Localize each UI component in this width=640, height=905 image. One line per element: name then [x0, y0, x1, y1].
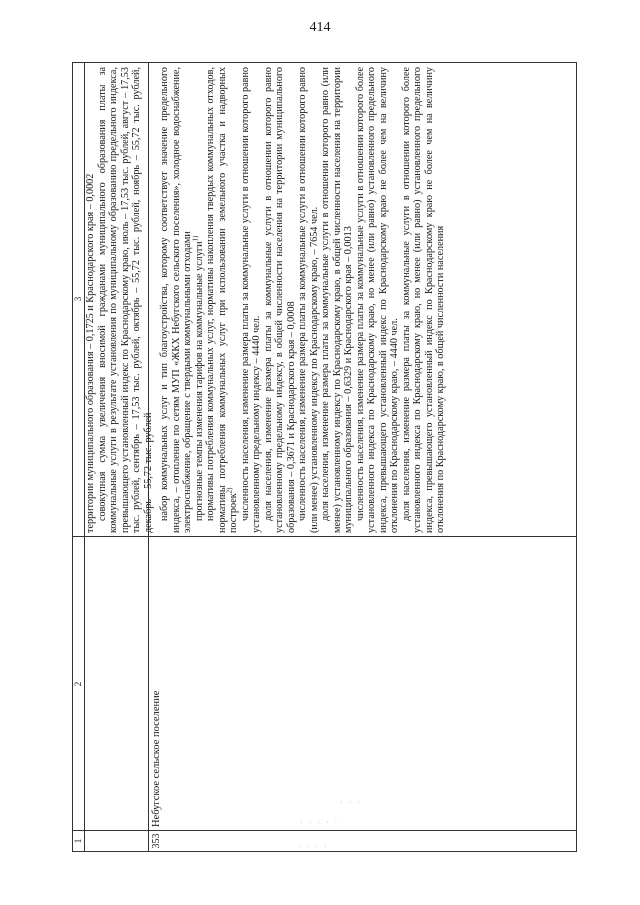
indicator-paragraph: численность населения, изменение размера платы за коммунальные услуги в отношении которого более установленного индекса по Краснодарскому краю, но менее (или равно) установленного предельного индекса, превышающего установленный индекс по Краснодарскому краю не более чем на величину отклонения по Краснодарскому краю, – 4440 чел.	[354, 67, 400, 533]
indicator-paragraph: прогнозные темпы изменения тарифов на коммунальные услуги$^{1)}$	[191, 235, 205, 521]
indicator-paragraph: доля населения, изменение размера платы за коммунальные услуги в отношении которого равно установленному предельному индексу, в общей численности населения на территории муниципального образования – 0,3671 и Краснодарского края – 0,0008	[262, 67, 297, 533]
row-divider	[148, 537, 149, 851]
table-wrapper	[72, 62, 577, 852]
indicators-cell	[85, 67, 447, 533]
indicator-paragraph: численность населения, изменение размера платы за коммунальные услуги в отношении которого равно установленному предельному индексу – 4440 чел.	[239, 67, 262, 533]
indicator-paragraph: набор коммунальных услуг и тип благоустройства, которому соответствует значение предельного индекса, – отопление по сетям МУП «ЖКХ Небугского сельского поселения», холодное водоснабжение, электроснабжение, обращение с твердыми коммунальными отходами	[159, 67, 193, 533]
footnote-marker: 2)	[225, 487, 234, 494]
continuation-paragraph: совокупная сумма увеличения вносимой гражданами муниципального образования платы за коммунальные услуги в результате установления по муниципальному образованию предельного индекса, превышающего установленный индекс по Краснодарскому краю, июль – 17,53 тыс. рублей, август – 17,53 тыс. рублей, сентябрь – 17,53 тыс. рублей, октябрь – 55,72 тыс. рублей, ноябрь – 55,72 тыс. рублей, декабрь – 55,72 тыс. рублей	[96, 67, 154, 533]
scan-artifact: · · ·	[340, 798, 362, 807]
data-table	[72, 62, 577, 852]
footnote-marker: 1)	[191, 235, 200, 242]
scan-artifact: · · · ·	[298, 842, 329, 851]
scan-artifact: · · · · ·	[300, 818, 340, 827]
municipality-name: Небугское сельское поселение	[151, 690, 162, 827]
indicator-paragraph: доля населения, изменение размера платы за коммунальные услуги в отношении которого более установленного индекса по Краснодарскому краю, но менее (или равно) установленного предельного индекса, превышающего установленный индекс по Краснодарскому краю не более чем на величину отклонения по Краснодарскому краю, в общей численности населения	[400, 67, 446, 533]
header-col-3: 3	[73, 296, 83, 302]
header-col-1: 1	[73, 838, 83, 844]
row-number: 353	[151, 833, 162, 849]
continuation-paragraph: территории муниципального образования – 0,1725 и Краснодарского края – 0,0002	[85, 173, 96, 533]
indicator-paragraph: доля населения, изменение размера платы за коммунальные услуги в отношении которого равно (или менее) установленному индексу по Краснодарскому краю, в общей численности населения на территории муниципального образования – 0,6329 и Краснодарского края – 0,0013	[320, 67, 354, 533]
indicator-paragraph: нормативы потребления коммунальных услуг, нормативы накопления твердых коммунальных отходов, нормативы потребления коммунальных услуг при использовании земельного участка и надворных построек$^{2)}$	[205, 67, 239, 533]
header-col-2: 2	[73, 681, 83, 687]
indicator-paragraph: численность населения, изменение размера платы за коммунальные услуги в отношении которого равно (или менее) установленному индексу по Краснодарскому краю, – 7654 чел.	[297, 67, 320, 533]
page-number: 414	[309, 20, 331, 35]
